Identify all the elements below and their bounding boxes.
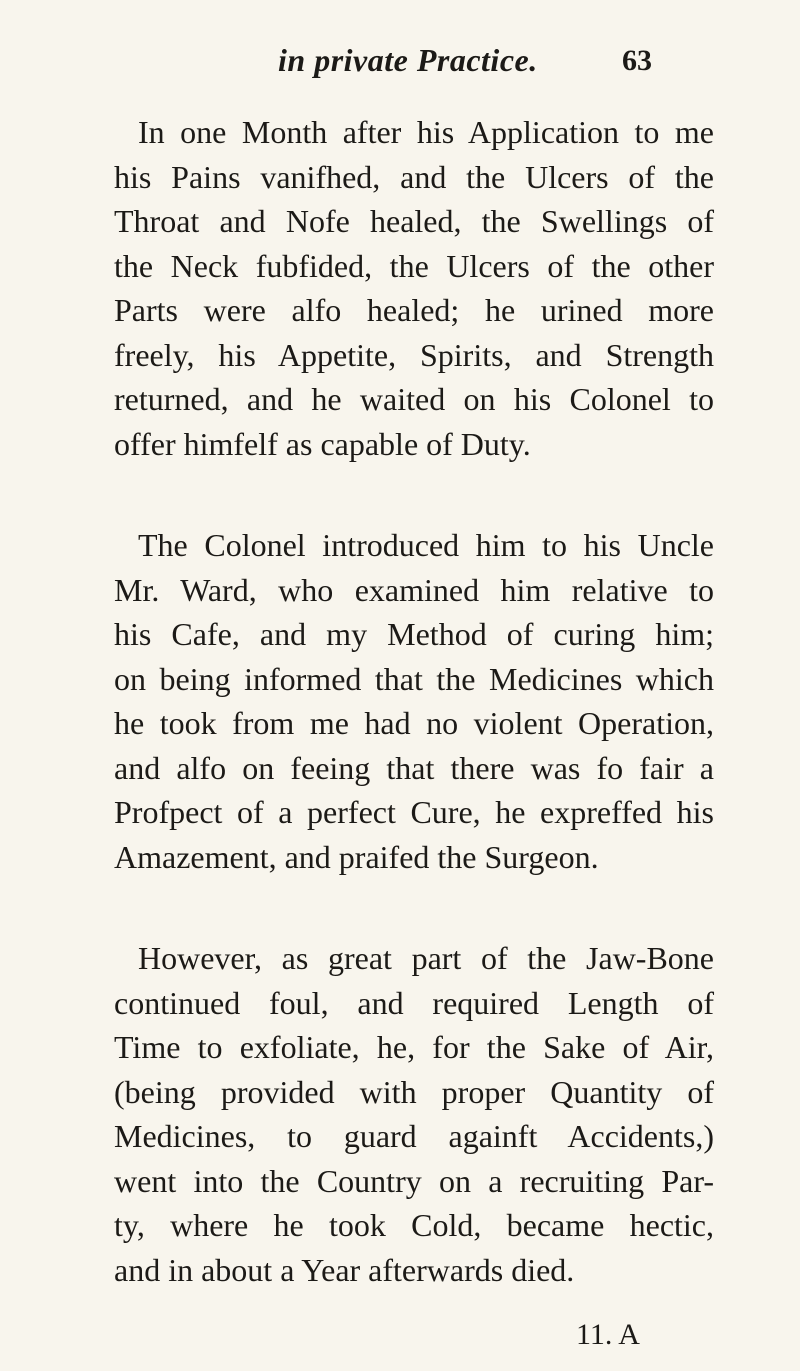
running-title: in private Practice. (278, 42, 538, 78)
paragraph-2 (114, 523, 714, 879)
text-line: In one Month after his Application to me (138, 114, 714, 150)
text-line: Amazement, and praifed the Surgeon. (114, 838, 599, 875)
text-line: and in about a Year afterwards died. (114, 1251, 575, 1288)
text-line: Time to exfoliate, he, for the Sake of Air, (114, 1029, 714, 1065)
text-line: (being provided with proper Quantity of (114, 1073, 714, 1110)
text-line: offer himfelf as capable of Duty. (114, 425, 531, 462)
body-text (114, 110, 714, 1349)
text-line: on being informed that the Medicines which (114, 660, 714, 697)
text-line: freely, his Appetite, Spirits, and Strength (114, 336, 714, 373)
text-line: went into the Country on a recruiting Par- (114, 1162, 714, 1199)
catchword: 11. A (576, 1318, 640, 1351)
text-line: returned, and he waited on his Colonel to (114, 381, 714, 417)
text-line: continued foul, and required Length of (114, 984, 714, 1021)
text-line: and alfo on feeing that there was fo fair a (114, 749, 714, 786)
text-line: Parts were alfo healed; he urined more (114, 292, 714, 328)
text-line: Mr. Ward, who examined him relative to (114, 571, 714, 608)
text-line: his Cafe, and my Method of curing him; (114, 616, 714, 652)
text-line: Profpect of a perfect Cure, he expreffed his (114, 794, 714, 830)
page-number: 63 (622, 44, 652, 77)
text-line: he took from me had no violent Operation, (114, 705, 714, 741)
text-line: Medicines, to guard againft Accidents,) (114, 1118, 714, 1154)
text-line: The Colonel introduced him to his Uncle (138, 527, 714, 563)
text-line: the Neck fubfided, the Ulcers of the other (114, 247, 714, 284)
text-line: Throat and Nofe healed, the Swellings of (114, 203, 714, 239)
text-line: ty, where he took Cold, became hectic, (114, 1207, 714, 1243)
text-line: However, as great part of the Jaw-Bone (138, 940, 714, 976)
text-line: his Pains vanifhed, and the Ulcers of the (114, 158, 714, 195)
paragraph-3 (114, 936, 714, 1292)
paragraph-1 (114, 110, 714, 466)
page-header (0, 42, 800, 82)
